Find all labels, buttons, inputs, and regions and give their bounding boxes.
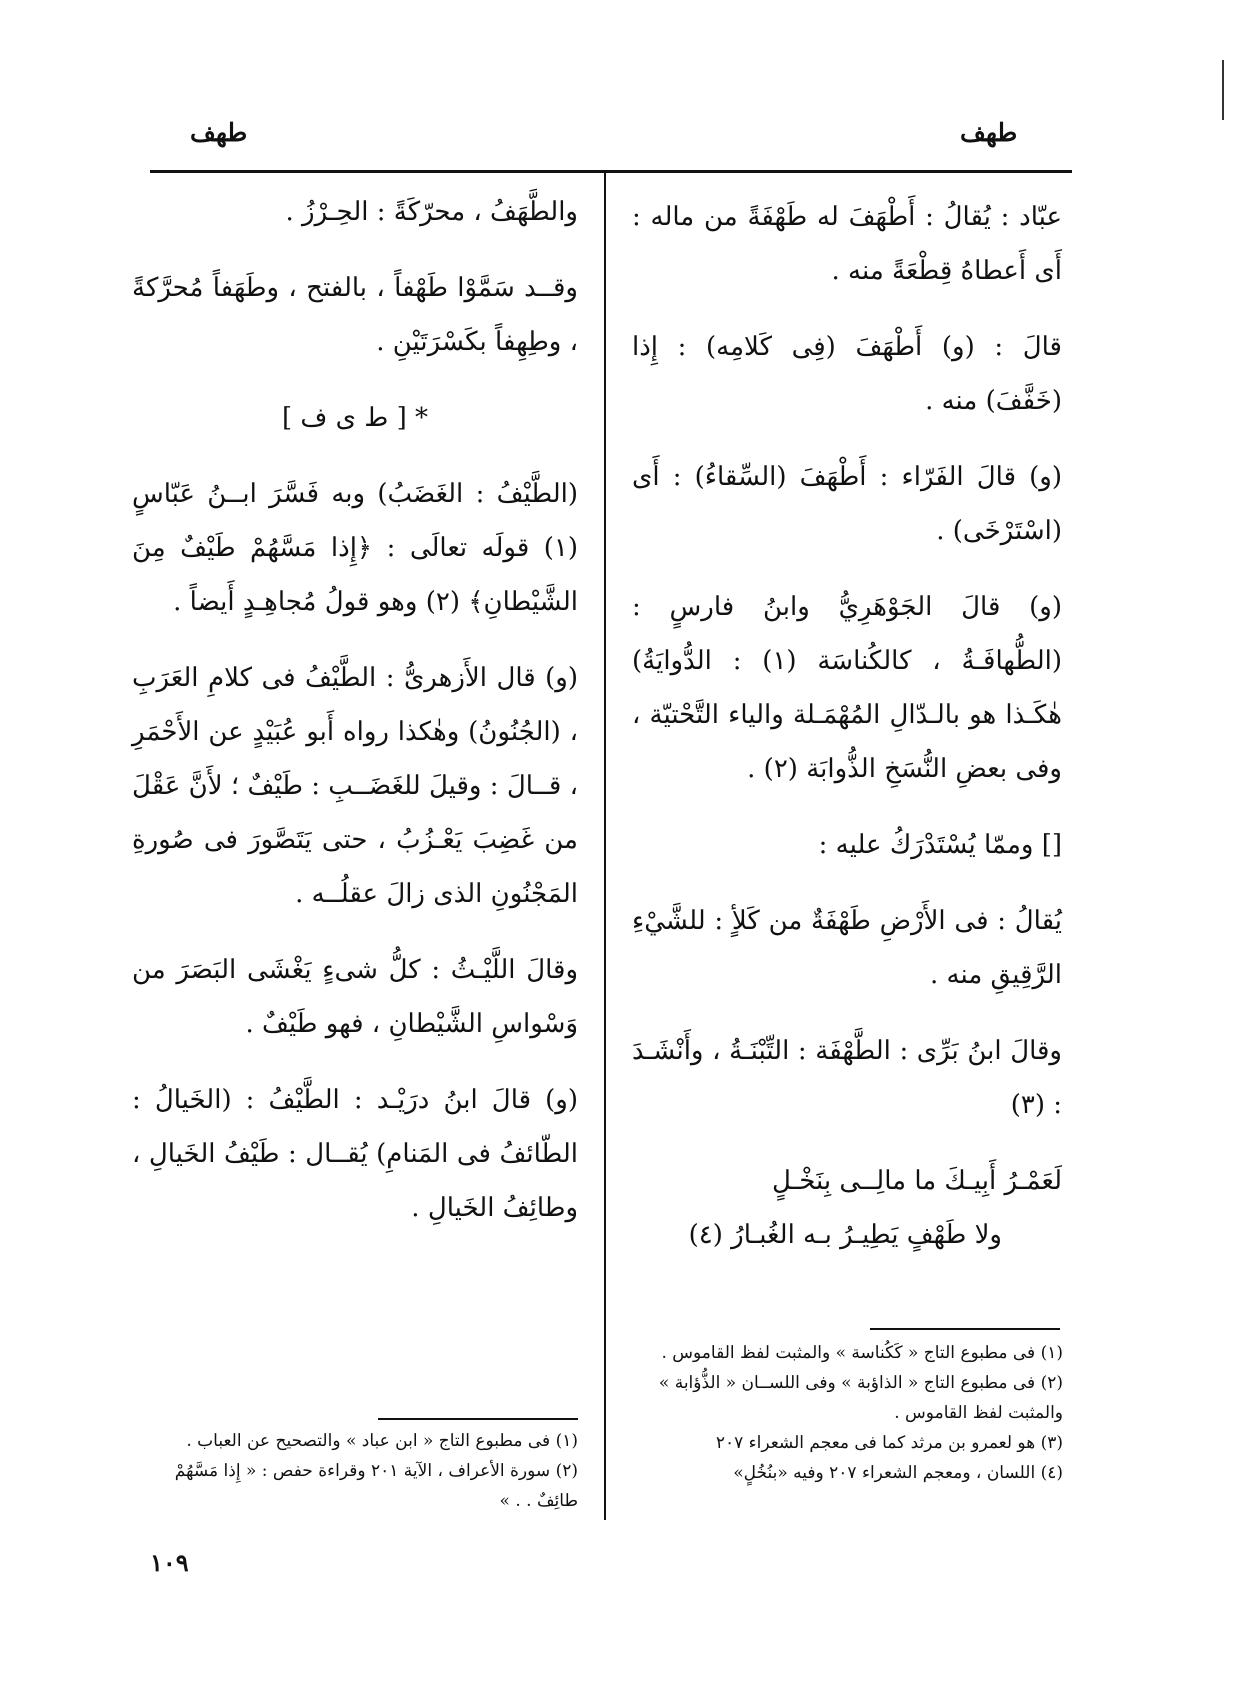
left-column <box>132 185 578 1257</box>
paragraph: (و) قالَ الجَوْهَرِيُّ وابنُ فارسٍ : (الطُّهافَـةُ ، كالكُناسَة (١) : الدُّوايَةُ) هٰكَـذا هو بالـدّالِ المُهْمَـلة والياء التَّحْتيّة ، وفى بعضِ النُّسَخِ الذُّوابَة (٢) . <box>632 592 1062 784</box>
footnote-rule-left <box>378 1418 578 1420</box>
poem-line-2: ولا طَهْفٍ يَطِيـرُ بـه الغُبـارُ (٤) <box>688 1220 1002 1250</box>
running-head-right: طهف <box>960 118 1018 147</box>
header-rule <box>150 170 1072 173</box>
paragraph: عبّاد : يُقالُ : أَطْهَفَ له طَهْفَةً من ماله : أَى أَعطاهُ قِطْعَةً منه . <box>632 202 1062 286</box>
paragraph: قالَ : (و) أَطْهَفَ (فِى كَلامِه) : إِذا (خَفَّفَ) منه . <box>632 332 1062 416</box>
right-column <box>632 190 1062 1270</box>
paragraph: (و) قالَ ابنُ درَيْـد : الطَّيْفُ : (الخَيالُ : الطّائفُ فى المَنامِ) يُقــال : طَيْفُ الخَيالِ ، وطائِفُ الخَيالِ . <box>132 1085 578 1223</box>
running-head-left: طهف <box>190 118 248 147</box>
footnote: (٢) فى مطبوع التاج « الذاؤبة » وفى اللســان « الذُّؤابة » والمثبت لفظ القاموس . <box>658 1373 1063 1423</box>
paragraph: وقالَ اللَّيْـثُ : كلُّ شىءٍ يَغْشَى البَصَرَ من وَسْواسِ الشَّيْطانِ ، فهو طَيْفٌ . <box>132 955 578 1039</box>
paragraph: يُقالُ : فى الأَرْضِ طَهْفَةٌ من كَلأٍ : للشَّيْءِ الرَّقِيقِ منه . <box>632 906 1062 990</box>
paragraph: (و) قالَ الفَرّاء : أَطْهَفَ (السِّقاءُ) : أَى (اسْتَرْخَى) . <box>632 462 1062 546</box>
footnotes-right <box>625 1338 1063 1488</box>
footnote: (٢) سورة الأعراف ، الآية ٢٠١ وقراءة حفص : « إِذا مَسَّهُمْ طائِفٌ . . » <box>174 1461 578 1511</box>
footnotes-left <box>140 1426 578 1516</box>
poem-verse <box>632 1154 1062 1262</box>
footnote: (١) فى مطبوع التاج « كَكُناسة » والمثبت لفظ القاموس . <box>661 1343 1063 1363</box>
paragraph: وقالَ ابنُ بَرِّى : الطَّهْفَة : التِّبْنَـةُ ، وأَنْشَـدَ : (٣) <box>632 1036 1062 1120</box>
footnote: (٣) هو لعمرو بن مرثد كما فى معجم الشعراء ٢٠٧ <box>715 1433 1063 1453</box>
column-divider <box>604 170 606 1520</box>
footnote: (٤) اللسان ، ومعجم الشعراء ٢٠٧ وفيه «بنُخُلٍ» <box>733 1463 1063 1483</box>
paragraph: (الطَّيْفُ : الغَضَبُ) وبه فَسَّرَ ابــنُ عَبّاسٍ (١) قولَه تعالَى : ﴿إِذا مَسَّهُمْ طَيْفٌ مِنَ الشَّيْطانِ﴾ (٢) وهو قولُ مُجاهِـدٍ أَيضاً . <box>132 479 578 617</box>
footnote-rule-right <box>870 1328 1060 1330</box>
page-number: ١٠٩ <box>150 1548 189 1577</box>
paragraph: والطَّهَفُ ، محرّكَةً : الحِـرْزُ . <box>285 197 578 227</box>
scan-edge-mark <box>1222 60 1224 120</box>
paragraph: وقــد سَمَّوْا طَهْفاً ، بالفتح ، وطَهَفاً مُحرَّكةً ، وطِهِفاً بكَسْرَتَيْنِ . <box>132 273 578 357</box>
paragraph: (و) قال الأَزهرىُّ : الطَّيْفُ فى كلامِ العَرَبِ ، (الجُنُونُ) وهٰكذا رواه أَبو عُبَيْدٍ عن الأَحْمَرِ ، قــالَ : وقيلَ للغَضَــبِ : طَيْفٌ ؛ لأَنَّ عَقْلَ من غَضِبَ يَعْـزُبُ ، حتى يَتَصَّورَ فى صُورةِ المَجْنُونِ الذى زالَ عقلُــه . <box>132 663 578 909</box>
entry-heading: * [ ط ى ف ] <box>282 403 428 433</box>
paragraph: [] وممّا يُسْتَدْرَكُ عليه : <box>818 830 1062 860</box>
footnote: (١) فى مطبوع التاج « ابن عباد » والتصحيح عن العباب . <box>186 1431 578 1451</box>
poem-line-1: لَعَمْـرُ أَبِيـكَ ما مالِــى بِنَخْـلٍ <box>771 1166 1062 1196</box>
